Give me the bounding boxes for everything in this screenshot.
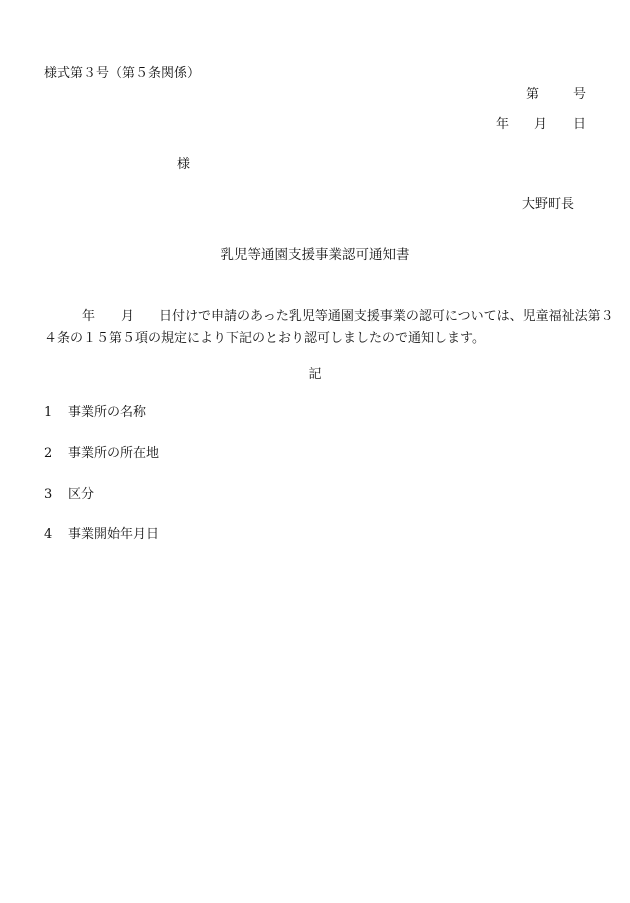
- sender: 大野町長: [521, 197, 574, 212]
- date-month-label: 月: [534, 117, 548, 132]
- body-line-1-text: 日付けで申請のあった乳児等通園支援事業の認可については、児童福祉法第３: [159, 309, 614, 324]
- form-number: 様式第３号（第５条関係）: [44, 66, 201, 81]
- body-line-1: [44, 306, 614, 328]
- list-item: [44, 447, 159, 460]
- list-item: [44, 406, 146, 419]
- item-label: 事業開始年月日: [68, 527, 160, 542]
- item-number: 2: [44, 446, 53, 461]
- document-number-suffix: 号: [572, 87, 586, 102]
- item-number: 3: [44, 487, 53, 502]
- date-day-label: 日: [572, 117, 586, 132]
- item-label: 事業所の名称: [68, 405, 147, 420]
- list-item: [44, 488, 94, 501]
- item-number: 1: [44, 405, 53, 420]
- body-month-label: 月: [121, 309, 135, 324]
- date-year-label: 年: [496, 117, 510, 132]
- document-title: 乳児等通園支援事業認可通知書: [220, 247, 410, 263]
- addressee-suffix: 様: [177, 157, 191, 172]
- body-line-2: ４条の１５第５項の規定により下記のとおり認可しましたので通知します。: [44, 331, 485, 346]
- item-number: 4: [44, 527, 53, 542]
- document-number-label: 第: [526, 87, 540, 102]
- ki-heading: 記: [308, 367, 322, 382]
- body-year-label: 年: [82, 309, 96, 324]
- item-label: 事業所の所在地: [68, 446, 160, 461]
- list-item: [44, 528, 159, 541]
- item-label: 区分: [68, 487, 95, 502]
- body-paragraph: [44, 306, 614, 350]
